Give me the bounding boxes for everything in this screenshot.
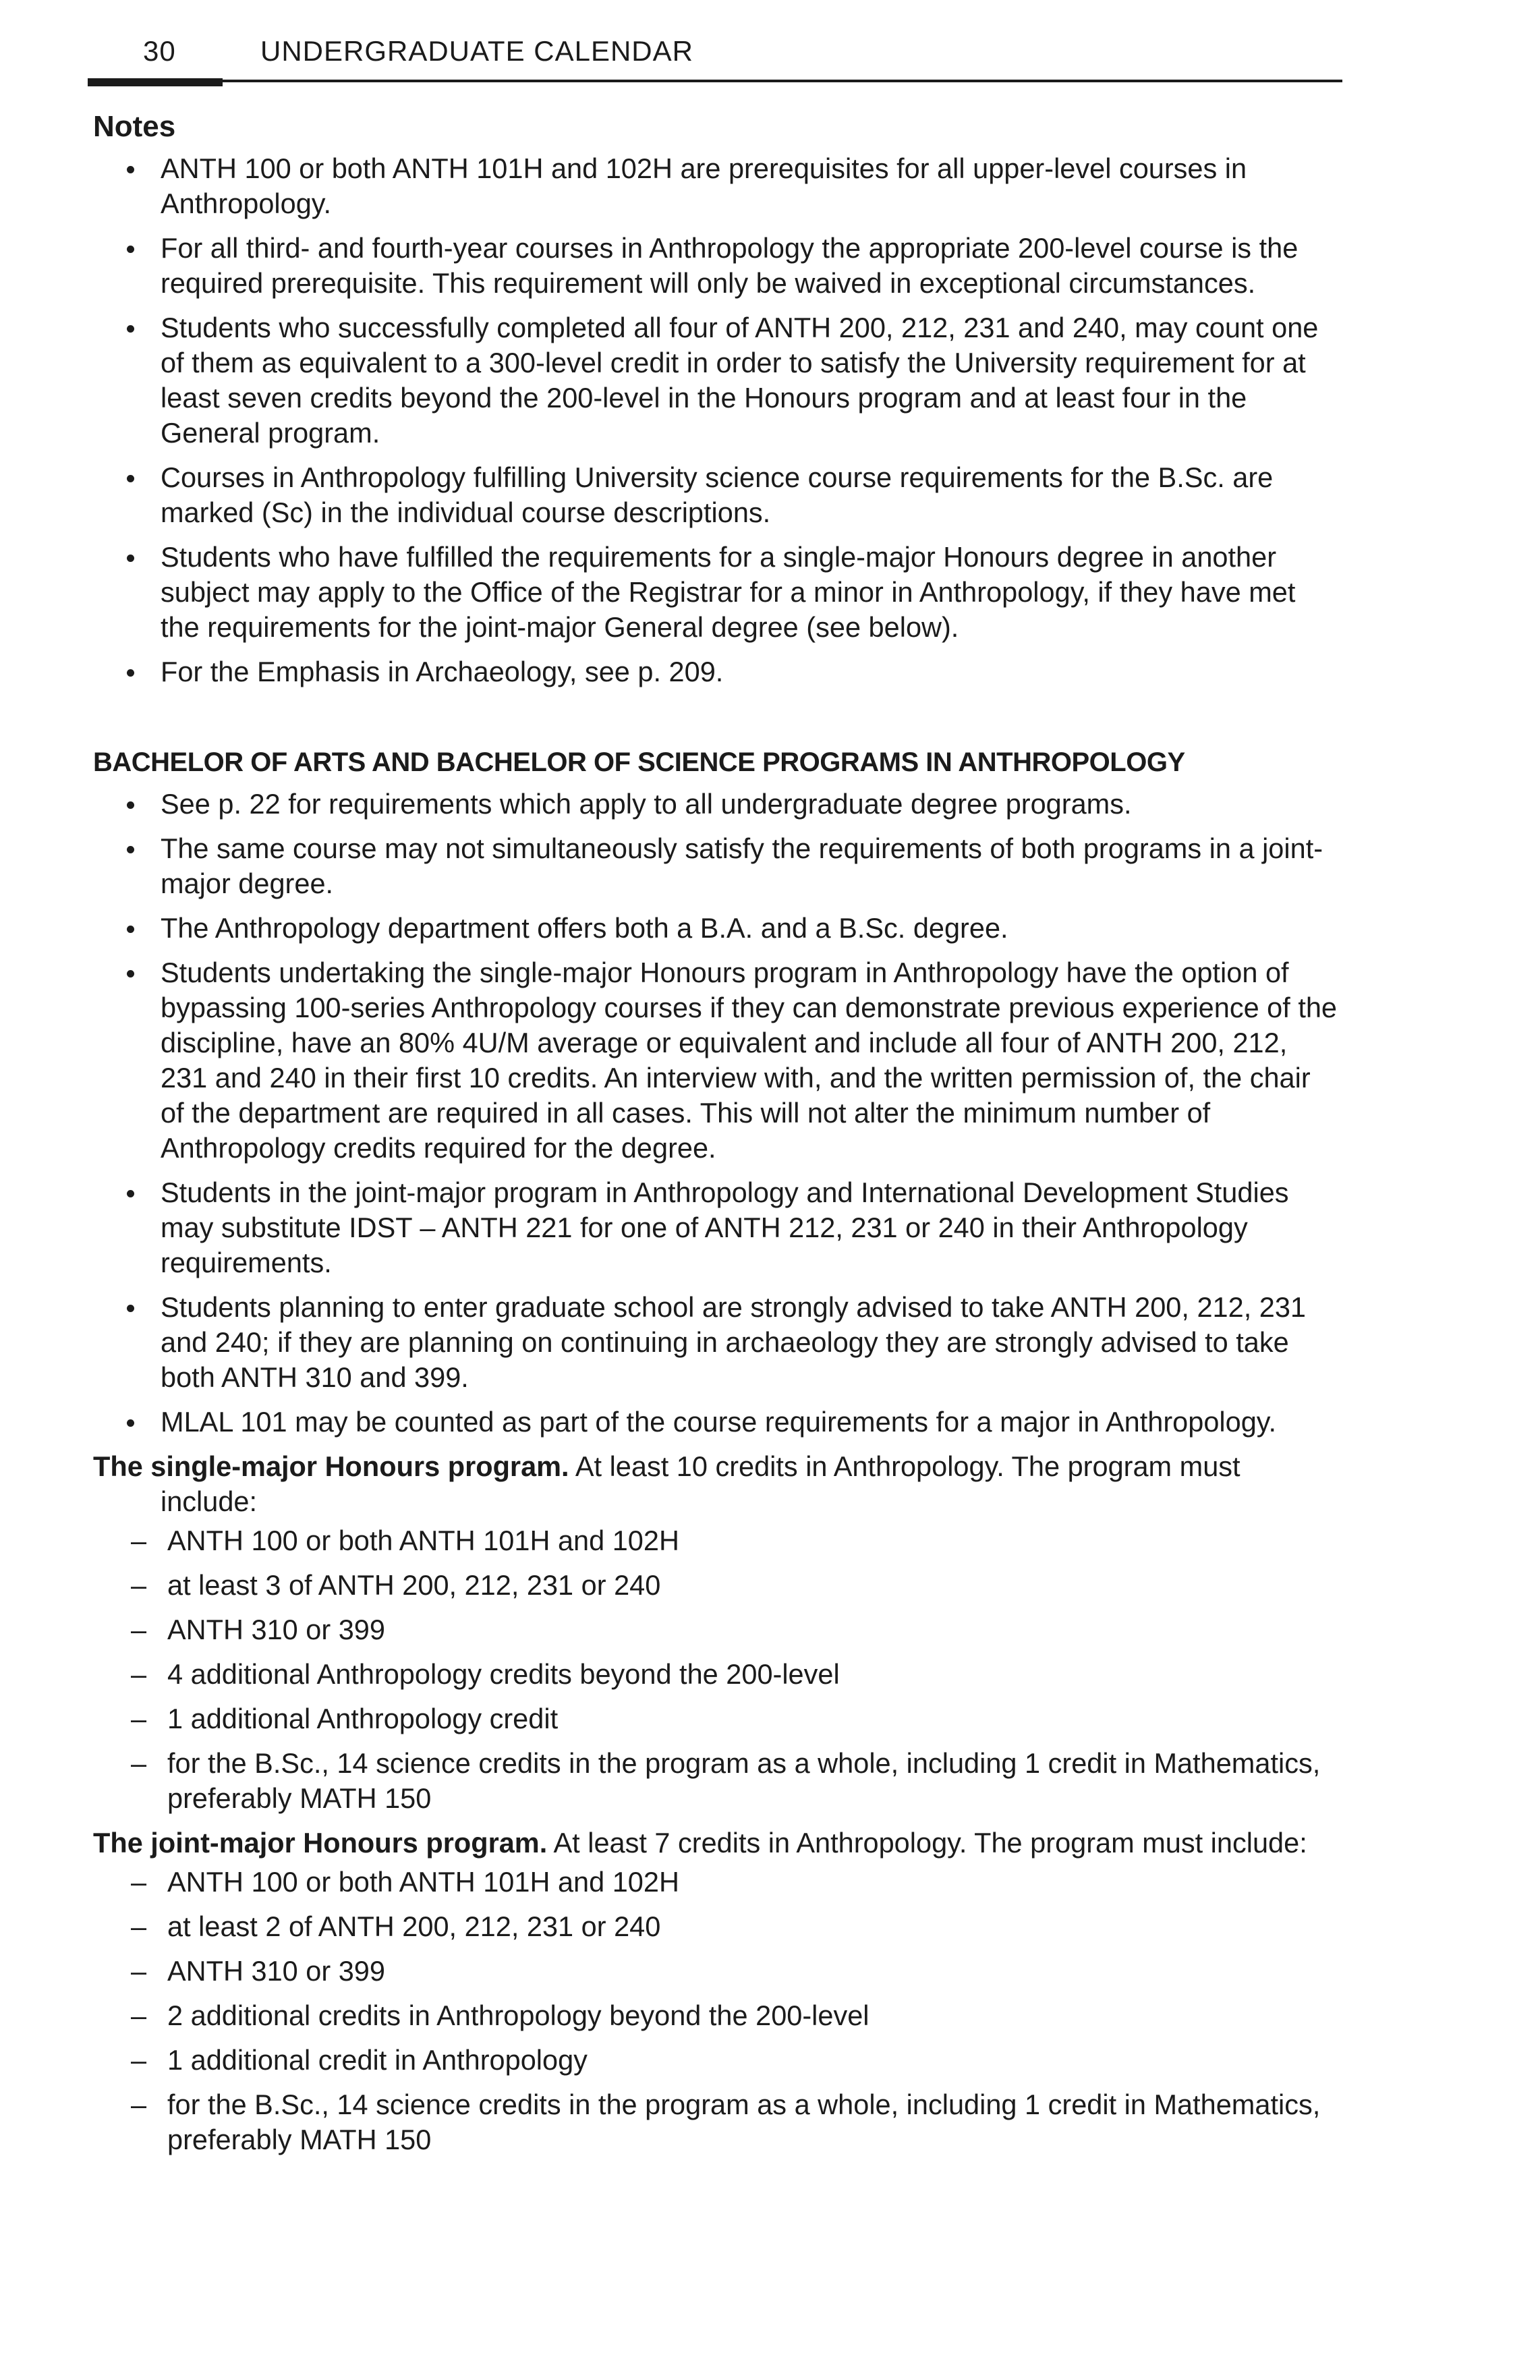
single-major-requirement-item: – 1 additional Anthropology credit [167, 1701, 1341, 1736]
joint-major-program-title: The joint-major Honours program. [93, 1827, 548, 1859]
program-requirement-item: The Anthropology department offers both a B.A. and a B.Sc. degree. [161, 911, 1341, 946]
header-rule-thick [88, 78, 223, 86]
program-requirement-item: Students undertaking the single-major Honours program in Anthropology have the option of bypassing 100-series Anthropology courses if they can demonstrate previous experience of the discipline, have an 80% 4U/M average or equivalent and include all four of ANTH 200, 212, 231 and 240 in their first 10 credits. An interview with, and the written permission of, the chair of the department are required in all cases. This will not alter the minimum number of Anthropology credits required for the degree. [161, 955, 1341, 1166]
single-major-requirement-item: – 4 additional Anthropology credits beyond the 200-level [167, 1657, 1341, 1692]
page-header [88, 27, 1342, 88]
note-item: ANTH 100 or both ANTH 101H and 102H are prerequisites for all upper-level courses in Anthropology. [161, 151, 1341, 221]
running-title: UNDERGRADUATE CALENDAR [260, 35, 693, 67]
note-item: For the Emphasis in Archaeology, see p. 209. [161, 654, 1341, 689]
single-major-requirement-item: – ANTH 310 or 399 [167, 1612, 1341, 1647]
joint-major-program-text: At least 7 credits in Anthropology. The program must include: [547, 1827, 1307, 1859]
joint-major-requirement-item: – ANTH 100 or both ANTH 101H and 102H [167, 1865, 1341, 1900]
programs-section-heading: BACHELOR OF ARTS AND BACHELOR OF SCIENCE PROGRAMS IN ANTHROPOLOGY [93, 747, 1185, 777]
single-major-requirements [93, 1523, 1341, 1816]
single-major-requirement-item: – for the B.Sc., 14 science credits in the program as a whole, including 1 credit in Mathematics, preferably MATH 150 [167, 1746, 1341, 1816]
header-rule-thin [223, 80, 1342, 82]
single-major-requirement-item: – at least 3 of ANTH 200, 212, 231 or 240 [167, 1568, 1341, 1603]
joint-major-requirement-item: – for the B.Sc., 14 science credits in the program as a whole, including 1 credit in Mathematics, preferably MATH 150 [167, 2087, 1341, 2157]
notes-heading: Notes [93, 110, 176, 143]
joint-major-requirement-item: – 1 additional credit in Anthropology [167, 2043, 1341, 2078]
note-item: Students who successfully completed all four of ANTH 200, 212, 231 and 240, may count one of them as equivalent to a 300-level credit in order to satisfy the University requirement for at least seven credits beyond the 200-level in the Honours program and at least four in the General program. [161, 310, 1341, 451]
joint-major-requirement-item: – ANTH 310 or 399 [167, 1954, 1341, 1989]
program-requirement-item: Students in the joint-major program in Anthropology and International Development Studies may substitute IDST – ANTH 221 for one of ANTH 212, 231 or 240 in their Anthropology requirements. [161, 1175, 1341, 1280]
page-content [93, 108, 1341, 2167]
joint-major-requirement-item: – at least 2 of ANTH 200, 212, 231 or 240 [167, 1909, 1341, 1944]
single-major-requirement-item: – ANTH 100 or both ANTH 101H and 102H [167, 1523, 1341, 1558]
program-requirement-item: The same course may not simultaneously satisfy the requirements of both programs in a joint-major degree. [161, 831, 1341, 901]
note-item: Students who have fulfilled the requirements for a single-major Honours degree in another subject may apply to the Office of the Registrar for a minor in Anthropology, if they have met the requirements for the joint-major General degree (see below). [161, 540, 1341, 645]
single-major-program-text: At least 10 credits in Anthropology. The program must include: [161, 1450, 1240, 1517]
program-requirement-item: See p. 22 for requirements which apply to all undergraduate degree programs. [161, 787, 1341, 822]
note-item: Courses in Anthropology fulfilling University science course requirements for the B.Sc. are marked (Sc) in the individual course descriptions. [161, 460, 1341, 530]
joint-major-requirement-item: – 2 additional credits in Anthropology beyond the 200-level [167, 1998, 1341, 2033]
program-requirement-item: Students planning to enter graduate school are strongly advised to take ANTH 200, 212, 231 and 240; if they are planning on continuing in archaeology they are strongly advised to take both ANTH 310 and 399. [161, 1290, 1341, 1395]
programs-requirements-list [93, 787, 1341, 1440]
program-requirement-item: MLAL 101 may be counted as part of the course requirements for a major in Anthropology. [161, 1405, 1341, 1440]
joint-major-requirements [93, 1865, 1341, 2157]
page-number: 30 [143, 35, 176, 67]
joint-major-program-description [93, 1825, 1341, 1861]
single-major-program-description [93, 1449, 1341, 1519]
single-major-program-title: The single-major Honours program. [93, 1450, 569, 1482]
notes-list [93, 151, 1341, 689]
note-item: For all third- and fourth-year courses in Anthropology the appropriate 200-level course is the required prerequisite. This requirement will only be waived in exceptional circumstances. [161, 231, 1341, 301]
